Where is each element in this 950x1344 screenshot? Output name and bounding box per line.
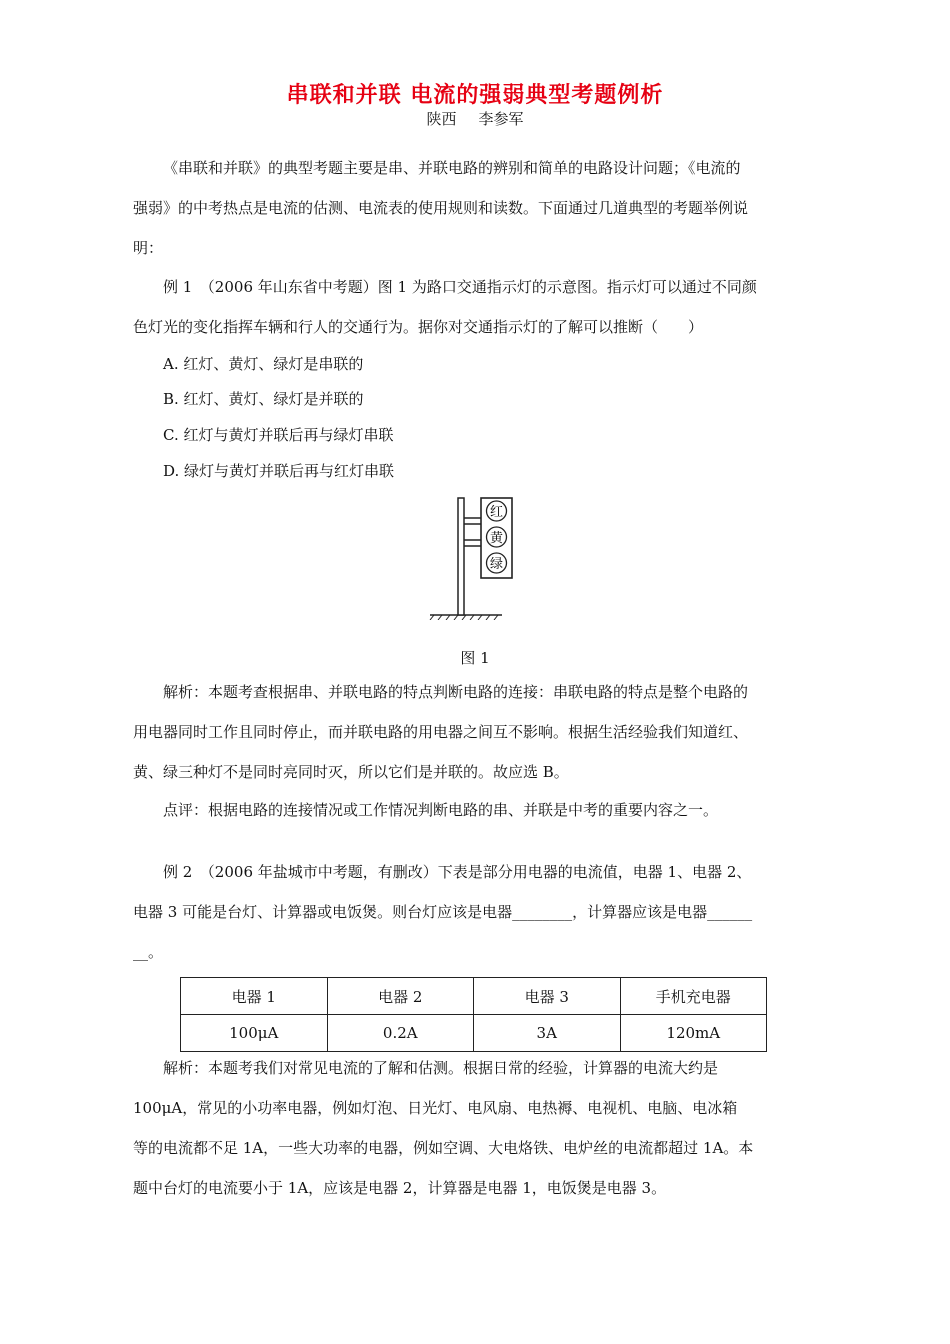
option-c: C. 红灯与黄灯并联后再与绿灯串联 [163,426,394,444]
example1-comment: 点评：根据电路的连接情况或工作情况判断电路的串、并联是中考的重要内容之一。 [163,801,719,819]
example1-analysis-line: 黄、绿三种灯不是同时亮同时灭，所以它们是并联的。故应选 B。 [133,763,569,781]
example1-analysis-line: 用电器同时工作且同时停止，而并联电路的用电器之间互不影响。根据生活经验我们知道红、 [133,723,749,741]
example2-question-line: __。 [133,943,164,961]
figure-caption: 图 1 [460,649,490,667]
option-b: B. 红灯、黄灯、绿灯是并联的 [163,390,364,408]
example1-question-line: 例 1 （2006 年山东省中考题）图 1 为路口交通指示灯的示意图。指示灯可以通过不同颜 [163,278,757,296]
author-line [0,108,950,129]
intro-line: 强弱》的中考热点是电流的估测、电流表的使用规则和读数。下面通过几道典型的考题举例说 [133,199,749,217]
green-lamp-label: 绿 [489,557,504,572]
table-header-cell: 电器 2 [327,978,474,1015]
author-region: 陕西 [426,110,457,128]
yellow-lamp-label: 黄 [489,531,504,546]
traffic-light-figure [428,490,528,620]
option-a: A. 红灯、黄灯、绿灯是串联的 [163,355,364,373]
example2-analysis-line: 解析：本题考我们对常见电流的了解和估测。根据日常的经验，计算器的电流大约是 [163,1059,719,1077]
red-lamp-label: 红 [489,505,504,520]
option-d: D. 绿灯与黄灯并联后再与红灯串联 [163,462,395,480]
table-cell: 120mA [620,1015,767,1052]
example1-question-line: 色灯光的变化指挥车辆和行人的交通行为。据你对交通指示灯的了解可以推断（ ） [133,318,704,336]
author-name: 李参军 [478,110,524,128]
table-cell: 100μA [181,1015,328,1052]
table-row [181,1015,767,1052]
table-header-row [181,978,767,1015]
page-title: 串联和并联 电流的强弱典型考题例析 [286,83,664,108]
intro-line: 明： [133,239,164,257]
example2-question-line: 电器 3 可能是台灯、计算器或电饭煲。则台灯应该是电器________，计算器应该是电器______ [133,903,753,921]
table-header-cell: 手机充电器 [620,978,767,1015]
current-values-table [180,977,767,1052]
example2-question-line: 例 2 （2006 年盐城市中考题，有删改）下表是部分用电器的电流值，电器 1、电器 2、 [163,863,752,881]
table-header-cell: 电器 1 [181,978,328,1015]
example2-analysis-line: 100μA，常见的小功率电器，例如灯泡、日光灯、电风扇、电热褥、电视机、电脑、电冰箱 [133,1099,738,1117]
example1-analysis-line: 解析：本题考查根据串、并联电路的特点判断电路的连接：串联电路的特点是整个电路的 [163,683,749,701]
table-cell: 0.2A [327,1015,474,1052]
example2-analysis-line: 等的电流都不足 1A，一些大功率的电器，例如空调、大电烙铁、电炉丝的电流都超过 1A。本 [133,1139,754,1157]
table-cell: 3A [474,1015,621,1052]
example2-analysis-line: 题中台灯的电流要小于 1A，应该是电器 2，计算器是电器 1，电饭煲是电器 3。 [133,1179,667,1197]
table-header-cell: 电器 3 [474,978,621,1015]
intro-line: 《串联和并联》的典型考题主要是串、并联电路的辨别和简单的电路设计问题；《电流的 [163,159,741,177]
